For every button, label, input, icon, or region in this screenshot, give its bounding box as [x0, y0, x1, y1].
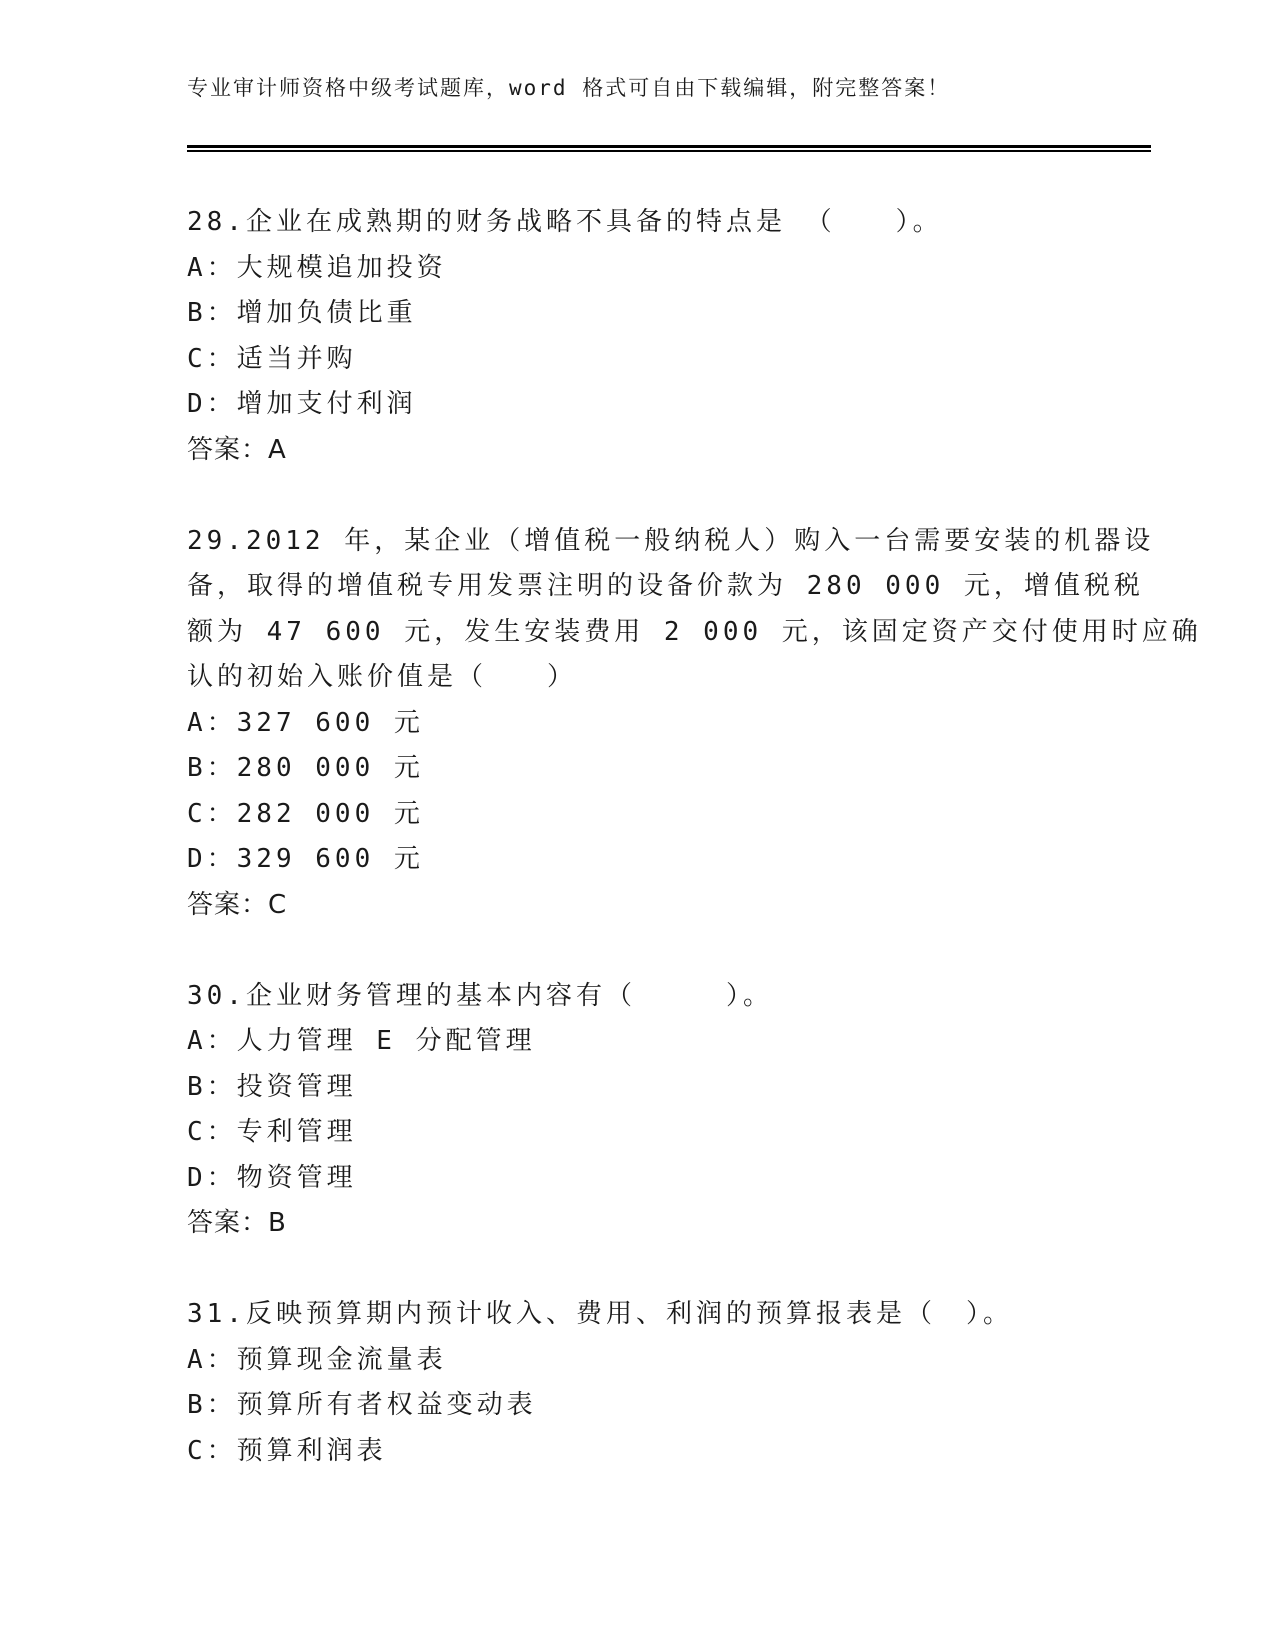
question-29 [187, 519, 1202, 929]
header-rule-thick [187, 145, 1151, 148]
option-d: D：329 600 元 [187, 844, 424, 874]
option-b: B：预算所有者权益变动表 [187, 1390, 537, 1420]
option-b: B：投资管理 [187, 1071, 357, 1102]
option-c: C：适当并购 [187, 343, 357, 374]
question-28 [187, 200, 1087, 473]
option-c: C：专利管理 [187, 1117, 357, 1147]
question-stem: 29.2012 年，某企业（增值税一般纳税人）购入一台需要安装的机器设 [187, 525, 1155, 556]
question-stem: 31.反映预算期内预计收入、费用、利润的预算报表是（ ）。 [187, 1299, 1013, 1329]
option-d: D：增加支付利润 [187, 389, 417, 419]
option-a: A：大规模追加投资 [187, 252, 447, 283]
page-header: 专业审计师资格中级考试题库，word 格式可自由下载编辑，附完整答案！ [187, 76, 951, 100]
question-stem: 额为 47 600 元，发生安装费用 2 000 元，该固定资产交付使用时应确 [187, 616, 1202, 647]
question-stem: 30.企业财务管理的基本内容有（ ）。 [187, 980, 773, 1011]
option-d: D：物资管理 [187, 1162, 357, 1193]
header-rule-thin [187, 150, 1151, 152]
question-stem: 备，取得的增值税专用发票注明的设备价款为 280 000 元，增值税税 [187, 571, 1144, 601]
answer: 答案：A [187, 434, 287, 465]
option-a: A：327 600 元 [187, 707, 424, 738]
question-stem: 认的初始入账价值是（ ） [187, 662, 578, 692]
answer: 答案：B [187, 1208, 287, 1238]
answer: 答案：C [187, 889, 288, 920]
option-c: C：预算利润表 [187, 1435, 387, 1466]
spacer [187, 473, 1087, 519]
spacer [187, 928, 1087, 974]
question-31 [187, 1292, 1087, 1474]
option-a: A：人力管理 E 分配管理 [187, 1026, 536, 1056]
option-c: C：282 000 元 [187, 798, 424, 829]
option-a: A：预算现金流量表 [187, 1344, 447, 1375]
option-b: B：280 000 元 [187, 753, 424, 783]
option-b: B：增加负债比重 [187, 298, 417, 328]
question-list [187, 200, 1202, 1474]
question-30 [187, 974, 1087, 1247]
spacer [187, 1247, 1087, 1293]
question-stem: 28.企业在成熟期的财务战略不具备的特点是 （ ）。 [187, 207, 943, 237]
